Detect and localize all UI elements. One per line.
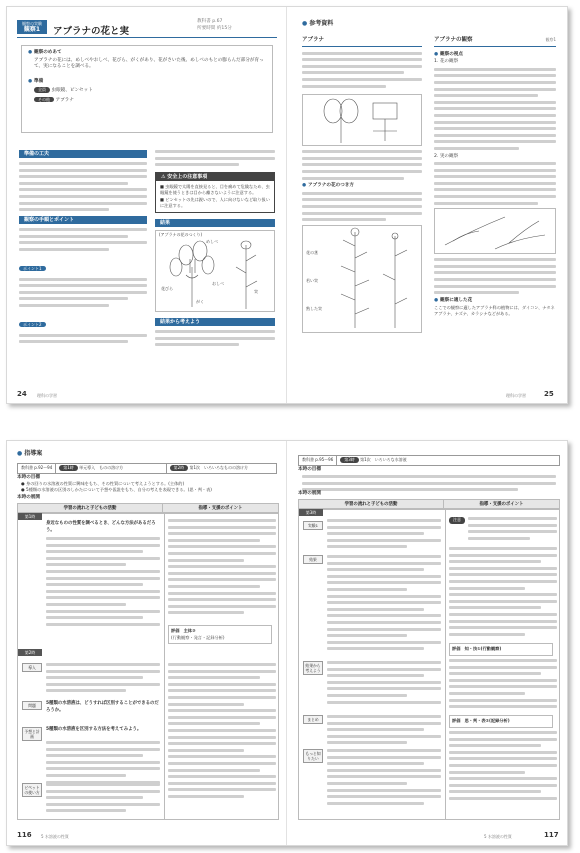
textbook-spread-bottom [6, 440, 568, 846]
col2-title: アブラナの観察 [434, 37, 473, 43]
flowers-text [302, 192, 422, 221]
section-consider: 結果から考えよう [155, 318, 275, 326]
point-2-tag: ポイント2 [19, 322, 46, 328]
ref-left-column [302, 37, 422, 333]
step-pipette: ピペットの使い方 [22, 783, 42, 797]
hour-3-tag: 第3時 [299, 509, 323, 516]
title-rule [17, 37, 277, 38]
page-number-116: 116 [17, 831, 32, 839]
unit-number: 観察1 [23, 26, 41, 33]
step-intro: 導入 [22, 663, 42, 672]
section-procedure: 観察の手順とポイント [19, 216, 147, 224]
similar-plants-heading: ● 観察に適した花 [434, 298, 556, 305]
fruit-photo [434, 208, 556, 254]
purpose-heading: ● 観察のめあて [28, 50, 266, 57]
lesson-tag-row-117 [298, 455, 560, 466]
flow-table-body [17, 512, 279, 820]
label-young-fruit: 若い実 [306, 277, 318, 283]
safety-item-1: ■ 虫眼鏡で太陽を直接見ると、目を痛めて危険なため、虫眼鏡を使うときは目から離さないように注意する。 [160, 184, 270, 196]
warning-icon: ⚠ [161, 174, 166, 181]
page-25 [288, 7, 569, 403]
page-24 [7, 7, 287, 403]
evaluation-1-method: (行動観察・発言・記録分析) [171, 634, 225, 640]
section-prep-tips: 準備の工夫 [19, 150, 147, 158]
label-petal: 花びら [161, 286, 173, 292]
col1-title: アブラナ [302, 37, 422, 47]
page-number-25: 25 [544, 390, 554, 398]
point-1-text [19, 278, 147, 307]
flow-table-body-117 [298, 508, 560, 820]
safety-box [155, 172, 275, 213]
prep-row-1 [28, 87, 266, 95]
step-result: 結果 [303, 555, 323, 564]
prep-row-2 [28, 97, 266, 105]
right-column [155, 150, 275, 350]
goal-2: ● 5種類の水溶液の区別のしかたについて予想や仮説をもち、自分の考えを表現できる。(思・判・表) [21, 487, 212, 492]
page-number-117: 117 [544, 831, 559, 839]
hour-1-tag: 第1時 [18, 513, 42, 520]
label-stamen: おしべ [212, 281, 224, 287]
obs-sub-1: 1. 花の観察 [434, 59, 459, 65]
obs-sub-2: 2. 実の観察 [434, 153, 459, 159]
evaluation-box-117-2 [449, 715, 553, 728]
time-required: 所要時間 約15分 [197, 26, 232, 31]
footer-116: 5 水溶液の性質 [41, 834, 69, 839]
similar-plants-text: ここでの観察に適したアブラナ科の植物には、ダイコン、ナタネアブラナ、ナズナ、カラシナなどがある。 [434, 305, 555, 317]
prep-tips-text [19, 162, 147, 211]
unit-label: 観察の実験 [22, 21, 42, 26]
observation-heading: ● 観察の視点 [434, 52, 556, 59]
result-diagram [155, 230, 275, 312]
step-experiment: 実験1 [303, 521, 323, 530]
page-number-24: 24 [17, 390, 27, 398]
col-activity-header-117: 学習の流れと子どもの活動 [298, 499, 444, 510]
question-2: 5種類の水溶液は、どうすれば区別することができるのだろうか。 [46, 701, 159, 713]
label-grown-fruit: 熟した実 [306, 305, 322, 311]
caution-row [449, 517, 557, 543]
prep-tag-all: 全員 [34, 87, 50, 93]
col1-intro [302, 52, 422, 92]
prep-items-2: アブラナ [55, 97, 74, 103]
evaluation-117-2: 評価 思・判・表②(記録分析) [452, 718, 510, 723]
lesson-tag-1: 第1時 単元導入 ものの溶け方 [56, 464, 165, 473]
flower-stalk-illustration [303, 226, 421, 332]
label-flower-stalk: 花の茎 [306, 249, 318, 255]
col-support-header: 指導・支援のポイント [163, 503, 279, 514]
footer-25: 理科の学習 [506, 393, 526, 398]
label-pistil: めしべ [206, 239, 218, 245]
lesson-tag-117: 第3時 第1次 いろいろな水溶液 [337, 456, 559, 465]
evaluation-box-1 [168, 625, 272, 644]
prep-items-1: 虫眼鏡、ピンセット [51, 88, 93, 94]
goal-text-117 [302, 475, 556, 495]
step-problem: 問題 [22, 701, 42, 710]
hour-2-tag: 第2時 [18, 649, 42, 656]
unit-label-box [17, 20, 47, 34]
point-2 [19, 311, 147, 330]
flow-heading: 本時の展開 [17, 495, 40, 500]
lesson-tag-2: 第2時 第1次 いろいろなものの溶け方 [166, 464, 276, 473]
point-2-text [19, 334, 147, 344]
diagram-caption: (アブラナの花のつくり) [159, 232, 203, 238]
label-sepal: がく [196, 299, 204, 305]
textbook-spread-top [6, 6, 568, 404]
ref-right-column [434, 37, 556, 317]
evaluation-1: 評価 主体③ [171, 628, 196, 633]
step-summary: まとめ [303, 715, 323, 724]
flower-structure-illustration [156, 237, 274, 313]
safety-item-2: ■ ピンセットの先は鋭いので、人に向けないなど取り扱いに注意する。 [160, 197, 270, 209]
flower-section-illustration [303, 95, 421, 145]
page-117 [288, 441, 569, 845]
goal-1: ● 身の回りの水溶液の性質に興味をもち、その性質について考えようとする。(主体的) [21, 481, 185, 486]
col-activity-header: 学習の流れと子どもの活動 [17, 503, 163, 514]
evaluation-box-117-1 [449, 643, 553, 656]
consider-text [155, 330, 275, 346]
lesson-plan-heading: ● 指導案 [17, 451, 42, 458]
step-prediction: 予想と計画 [22, 727, 42, 741]
textbook-page-ref: 教科書 p.67 [197, 19, 223, 24]
col2-reference: 観察1 [545, 37, 556, 42]
safety-heading: ⚠ 安全上の注意事項 [156, 173, 274, 181]
section-result: 結果 [155, 219, 275, 227]
purpose-text: アブラナの花には、めしべやおしべ、花びら、がくがあり、花がさいた後、めしべのもとの膨らんだ部分が育って、実になることを調べる。 [34, 57, 264, 70]
col1-body [302, 150, 422, 179]
footer-117: 5 水溶液の性質 [484, 834, 512, 839]
obs-text-2 [434, 162, 556, 205]
flower-cross-section [302, 94, 422, 146]
reference-heading: ● 参考資料 [302, 21, 333, 28]
lesson-tag-row [17, 463, 277, 474]
col2-title-row [434, 37, 556, 47]
textbook-page-tag: 教科書 p.92〜94 [18, 464, 56, 473]
prep-tag-other: その他 [34, 97, 54, 103]
obs-text-3 [434, 258, 556, 294]
intro-text [155, 150, 275, 166]
point-1 [19, 255, 147, 274]
flower-arrangement-diagram [302, 225, 422, 333]
footer-24: 理科の学習 [37, 393, 57, 398]
page-116 [7, 441, 287, 845]
step-consider: 結果から考えよう [303, 661, 323, 675]
left-column [19, 150, 147, 347]
flow-heading-117: 本時の展開 [298, 491, 321, 496]
label-fruit: 実 [254, 289, 258, 295]
page-title: アブラナの花と実 [53, 26, 130, 37]
caution-tag: 注意 [449, 517, 465, 524]
procedure-text [19, 228, 147, 251]
step-learn-more: もっと知りたい [303, 749, 323, 763]
prep-heading: ● 準備 [28, 79, 266, 86]
goal-heading: 本時の目標 [17, 475, 40, 480]
col-support-header-117: 指導・支援のポイント [444, 499, 560, 510]
purpose-box [21, 45, 273, 133]
goal-heading-117: 本時の目標 [298, 467, 321, 472]
fruit-illustration [435, 209, 555, 253]
question-1: 身近なものの性質を調べるとき、どんな方法があるだろう。 [46, 521, 156, 533]
evaluation-117-1: 評価 知・技①(行動観察) [452, 646, 502, 651]
point-1-tag: ポイント1 [19, 266, 46, 272]
textbook-page-tag-117: 教科書 p.95〜96 [299, 456, 337, 465]
flowers-heading: ● アブラナの花のつき方 [302, 183, 422, 190]
obs-text-1 [434, 68, 556, 150]
question-3: 5種類の水溶液を区別する方法を考えてみよう。 [46, 727, 142, 732]
